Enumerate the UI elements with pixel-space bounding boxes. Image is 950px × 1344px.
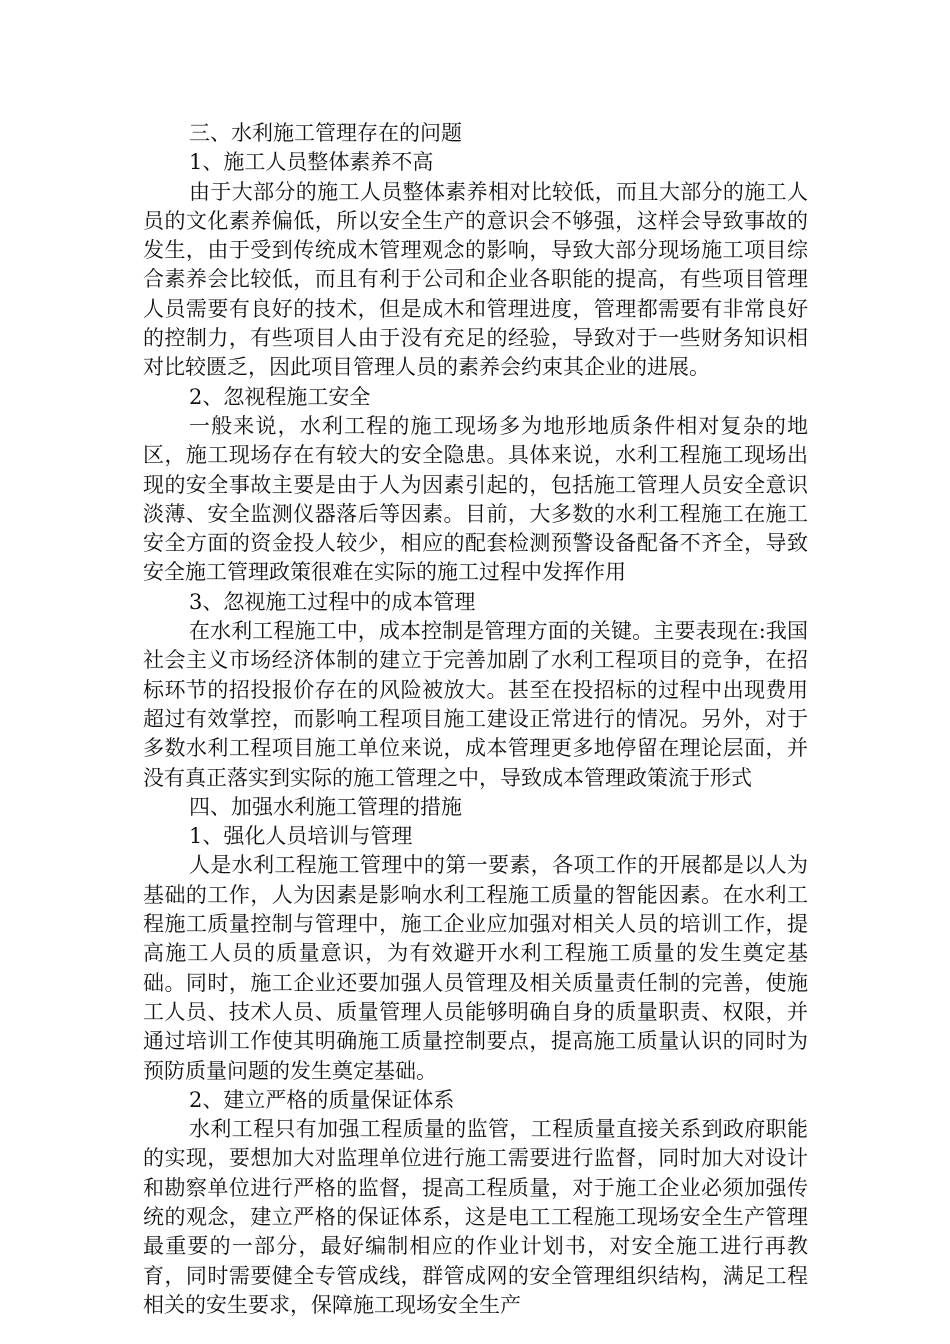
subheading-4-1: 1、强化人员培训与管理 [189,824,413,849]
paragraph-3-3: 在水利工程施工中，成本控制是管理方面的关键。主要表现在:我国社会主义市场经济体制的建立于完善加剧了水利工程项目的竞争，在招标环节的招投报价存在的风险被放大。甚至在投招标的过程中出现费用超过有效掌控，而影响工程项目施工建设正常进行的情况。另外，对于多数水利工程项目施工单位来说，成本管理更多地停留在理论层面，并没有真正落实到实际的施工管理之中，导致成本管理政策流于形式 [143,619,808,790]
section-heading-3: 三、水利施工管理存在的问题 [189,121,462,145]
paragraph-3-1: 由于大部分的施工人员整体素养相对比较低，而且大部分的施工人员的文化素养偏低，所以安全生产的意识会不够强，这样会导致事故的发生，由于受到传统成木管理观念的影响，导致大部分现场施工项目综合素养会比较低，而且有利于公司和企业各职能的提高，有些项目管理人员需要有良好的技术，但是成木和管理进度，管理都需要有非常良好的控制力，有些项目人由于没有充足的经验，导致对于一些财务知识相对比较匮乏，因此项目管理人员的素养会约束其企业的进展。 [143,179,808,380]
subheading-4-2: 2、建立严格的质量保证体系 [189,1087,455,1112]
paragraph-3-2: 一般来说，水利工程的施工现场多为地形地质条件相对复杂的地区，施工现场存在有较大的安全隐患。具体来说，水利工程施工现场出现的安全事故主要是由于人为因素引起的，包括施工管理人员安全意识淡薄、安全监测仪器落后等因素。目前，大多数的水利工程施工在施工安全方面的资金投人较少，相应的配套检测预警设备配备不齐全，导致安全施工管理政策很难在实际的施工过程中发挥作用 [143,413,808,585]
paragraph-4-2: 水利工程只有加强工程质量的监管，工程质量直接关系到政府职能的实现，要想加大对监理单位进行施工需要进行监督，同时加大对设计和勘察单位进行严格的监督，提高工程质量，对于施工企业必须加强传统的观念，建立严格的保证体系，这是电工工程施工现场安全生产管理最重要的一部分，最好编制相应的作业计划书，对安全施工进行再教育，同时需要健全专管成线，群管成网的安全管理组织结构，满足工程相关的安生要求，保障施工现场安全生产 [143,1117,808,1317]
subheading-3-1: 1、施工人员整体素养不高 [189,150,434,175]
paragraph-4-1: 人是水利工程施工管理中的第一要素，各项工作的开展都是以人为基础的工作，人为因素是影响水利工程施工质量的智能因素。在水利工程施工质量控制与管理中，施工企业应加强对相关人员的培训工作，提高施工人员的质量意识，为有效避开水利工程施工质量的发生奠定基础。同时，施工企业还要加强人员管理及相关质量责任制的完善，使施工人员、技术人员、质量管理人员能够明确自身的质量职责、权限，并通过培训工作使其明确施工质量控制要点，提高施工质量认识的同时为预防质量问题的发生奠定基础。 [143,853,808,1083]
subheading-3-2: 2、忽视程施工安全 [189,384,371,409]
subheading-3-3: 3、忽视施工过程中的成本管理 [189,589,476,614]
document-page [143,119,808,1320]
section-heading-4: 四、加强水利施工管理的措施 [189,794,462,819]
